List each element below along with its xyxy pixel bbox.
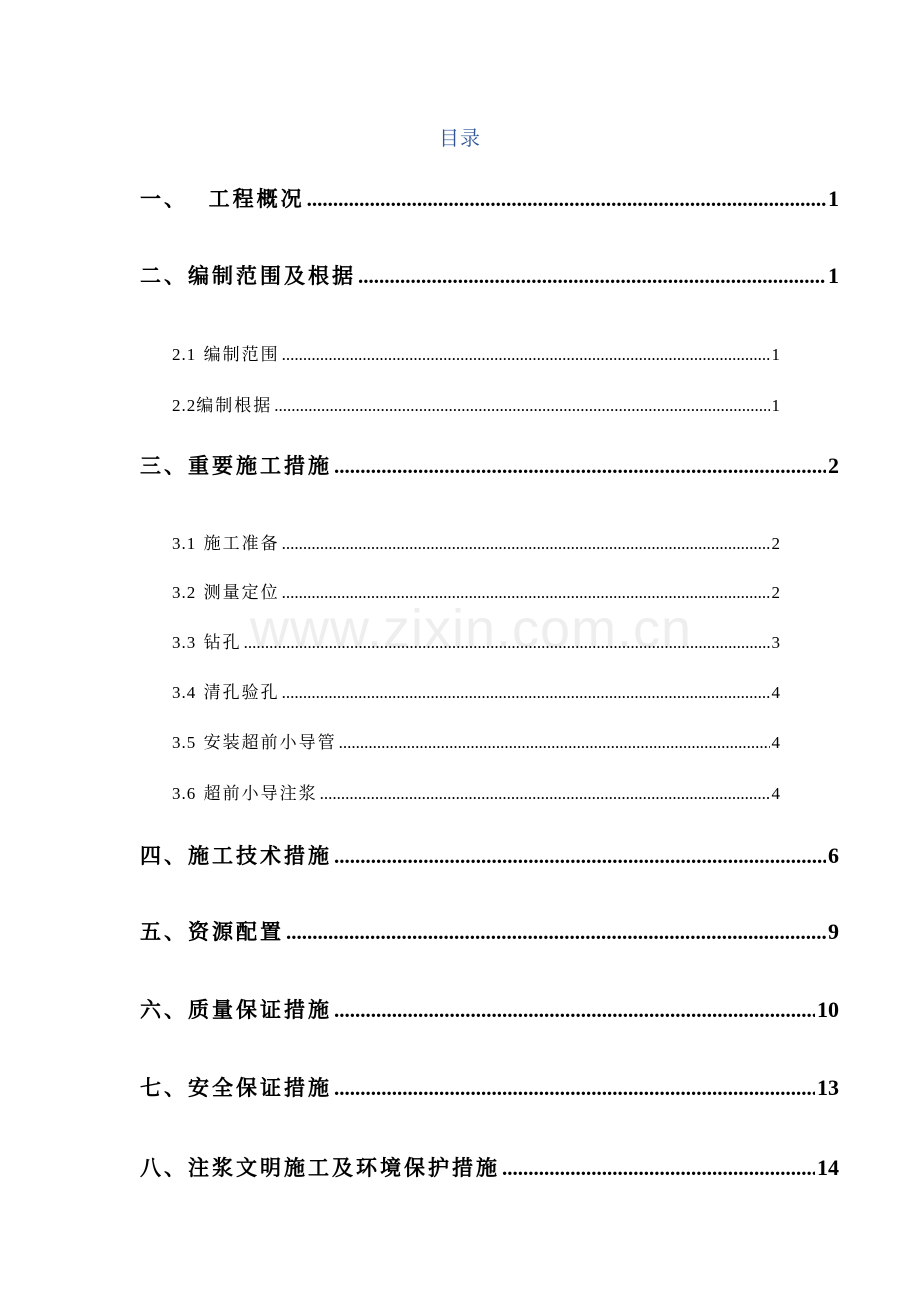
toc-entry-number: 3.2 [172, 583, 197, 602]
toc-entry[interactable] [172, 728, 780, 753]
toc-dot-leader [274, 396, 769, 416]
toc-dot-leader [244, 633, 770, 653]
toc-dot-leader [339, 733, 770, 753]
toc-entry-label: 四、施工技术措施 [140, 844, 332, 868]
toc-entry-label: 安装超前小导管 [196, 733, 337, 753]
toc-dot-leader [307, 187, 826, 212]
toc-entry-label: 三、重要施工措施 [140, 454, 332, 478]
toc-title: 目录 [439, 126, 481, 150]
toc-entry-label: 六、质量保证措施 [140, 998, 332, 1022]
toc-entry[interactable] [140, 183, 839, 213]
toc-entry-label: 施工准备 [196, 534, 280, 554]
toc-dot-leader [502, 1156, 815, 1181]
toc-entry-number: 3.1 [172, 534, 197, 553]
toc-dot-leader [358, 264, 826, 289]
toc-entry[interactable] [140, 1072, 839, 1102]
toc-entry-page-number: 1 [771, 396, 780, 415]
toc-entry-page-number: 6 [828, 843, 839, 868]
toc-dot-leader [334, 1076, 815, 1101]
toc-entry-page-number: 3 [771, 633, 780, 652]
toc-entry[interactable] [172, 578, 780, 603]
toc-entry[interactable] [140, 840, 839, 870]
toc-entry[interactable] [172, 529, 780, 554]
toc-entry-page-number: 9 [828, 919, 839, 944]
toc-entry-label: 超前小导注浆 [196, 784, 318, 804]
toc-dot-leader [282, 583, 770, 603]
toc-entry-label: 一、 工程概况 [140, 187, 305, 211]
toc-entry[interactable] [140, 916, 839, 946]
toc-entry-page-number: 1 [771, 345, 780, 364]
toc-dot-leader [282, 683, 770, 703]
toc-entry-label: 编制范围 [196, 345, 280, 365]
toc-entry[interactable] [172, 678, 780, 703]
toc-entry-page-number: 4 [771, 683, 780, 702]
toc-entry-label: 七、安全保证措施 [140, 1076, 332, 1100]
toc-entry-page-number: 2 [771, 534, 780, 553]
toc-entry-page-number: 4 [771, 784, 780, 803]
toc-entry-number: 3.6 [172, 784, 197, 803]
toc-entry-page-number: 10 [817, 997, 839, 1022]
watermark: www.zixin.com.cn [250, 599, 693, 659]
toc-entry-page-number: 1 [828, 186, 839, 211]
toc-entry-number: 3.4 [172, 683, 197, 702]
toc-dot-leader [334, 998, 815, 1023]
toc-entry[interactable] [172, 779, 780, 804]
toc-entry[interactable] [140, 450, 839, 480]
toc-entry[interactable] [172, 391, 780, 416]
toc-entry-label: 清孔验孔 [196, 683, 280, 703]
toc-entry-page-number: 13 [817, 1075, 839, 1100]
toc-entry-number: 3.5 [172, 733, 197, 752]
toc-entry[interactable] [140, 260, 839, 290]
toc-entry-number: 2.2 [172, 396, 197, 415]
toc-entry[interactable] [172, 340, 780, 365]
toc-entry-label: 测量定位 [196, 583, 280, 603]
toc-entry-label: 二、编制范围及根据 [140, 264, 356, 288]
toc-entry-label: 钻孔 [196, 633, 242, 653]
toc-dot-leader [320, 784, 770, 804]
toc-entry[interactable] [140, 994, 839, 1024]
toc-entry-number: 2.1 [172, 345, 197, 364]
toc-entry[interactable] [172, 628, 780, 653]
toc-entry-label: 五、资源配置 [140, 920, 284, 944]
toc-entry[interactable] [140, 1152, 839, 1182]
toc-entry-label: 编制根据 [196, 396, 273, 416]
toc-entry-page-number: 2 [771, 583, 780, 602]
toc-dot-leader [282, 534, 770, 554]
toc-entry-page-number: 14 [817, 1155, 839, 1180]
toc-entry-page-number: 2 [828, 453, 839, 478]
toc-entry-number: 3.3 [172, 633, 197, 652]
toc-dot-leader [282, 345, 770, 365]
toc-entry-page-number: 1 [828, 263, 839, 288]
toc-dot-leader [334, 454, 826, 479]
toc-entry-page-number: 4 [771, 733, 780, 752]
toc-dot-leader [286, 920, 826, 945]
toc-dot-leader [334, 844, 826, 869]
toc-entry-label: 八、注浆文明施工及环境保护措施 [140, 1156, 500, 1180]
